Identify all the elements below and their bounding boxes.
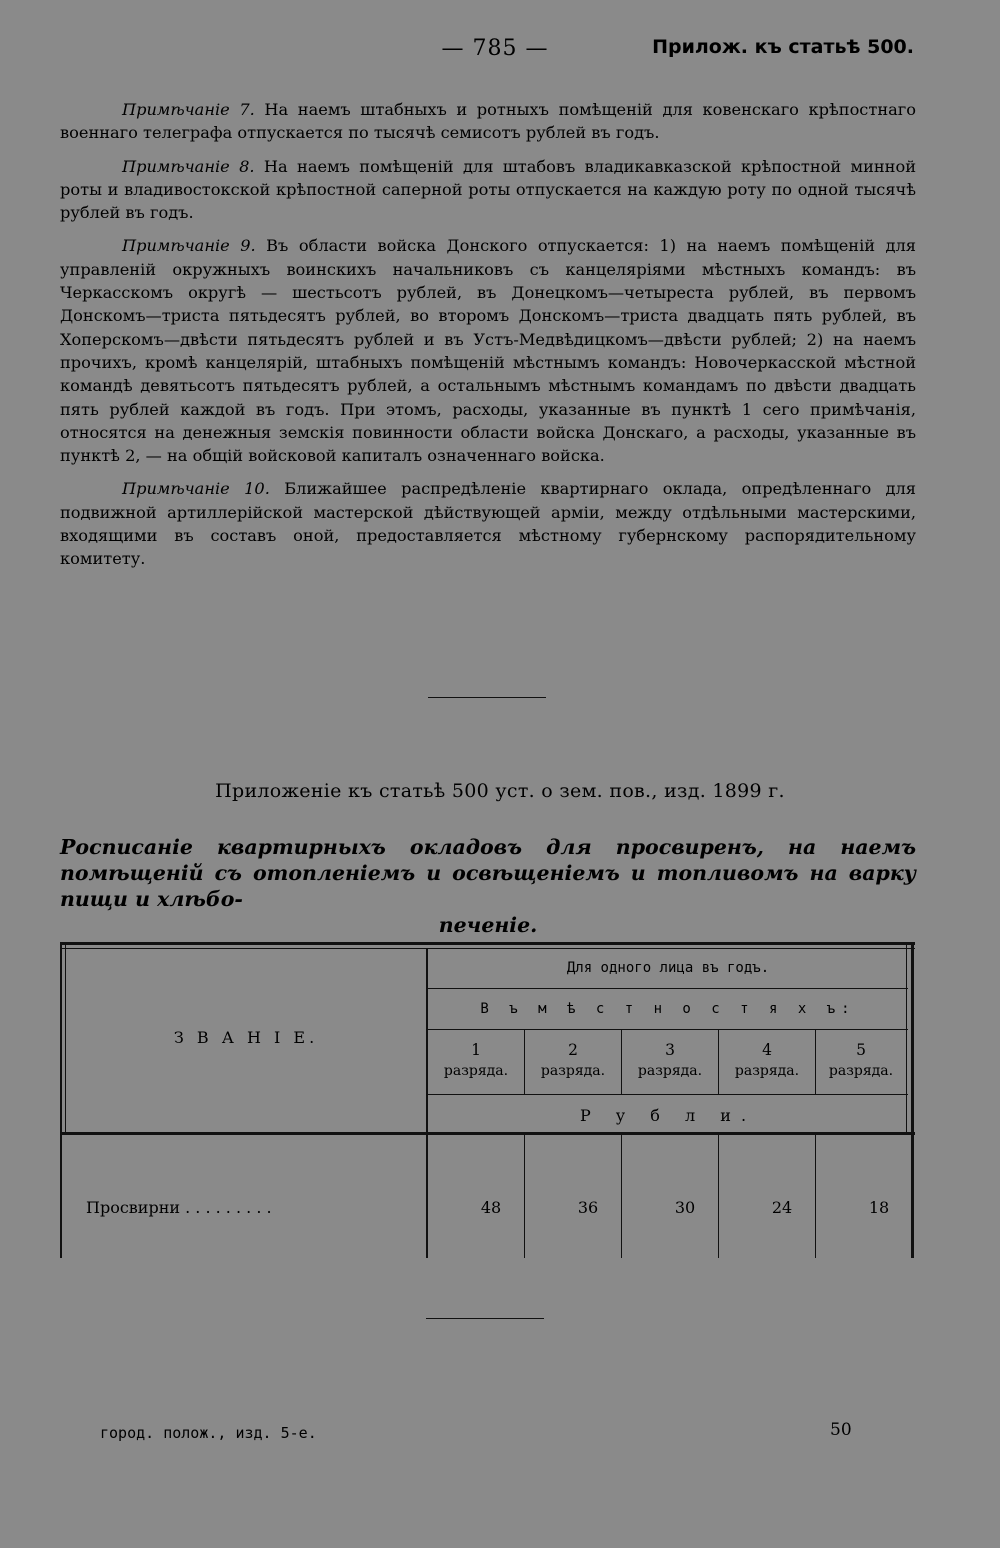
bottom-divider	[426, 1318, 544, 1319]
category-label: разряда.	[637, 1063, 703, 1079]
category-header-1	[428, 1040, 524, 1081]
category-number: 4	[762, 1041, 772, 1059]
rank-column-divider	[426, 948, 428, 1258]
per-person-header: Для одного лица въ годъ.	[566, 960, 770, 976]
category-divider	[815, 1135, 816, 1258]
category-label: разряда.	[734, 1063, 800, 1079]
table-row-label: Просвирни . . . . . . . . .	[86, 1198, 272, 1217]
note-text: Въ области войска Донского отпускается: 1) на наемъ помѣщеній для управленій окружныхъ воинскихъ начальниковъ съ канцеляріями мѣстныхъ командъ: въ Черкасскомъ округѣ — шестьсотъ рублей, въ Донецкомъ—четыреста рублей, въ первомъ Донскомъ—триста пятьдесятъ рублей, во второмъ Донскомъ—триста двадцать пять рублей, въ Хоперскомъ—двѣсти пятьдесятъ рублей и въ Устъ-Медвѣдицкомъ—двѣсти рублей; 2) на наемъ прочихъ, кромѣ канцелярій, штабныхъ помѣщеній мѣстнымъ командъ: Новочеркасской мѣстной командѣ девятьсотъ пятьдесятъ рублей, а остальнымъ мѣстнымъ командамъ по двѣсти двадцать пять рублей каждой въ годъ. При этомъ, расходы, указанные въ пунктѣ 1 сего примѣчанія, относятся на денежныя земскія повинности области войска Донскаго, а расходы, указанные въ пунктѣ 2, — на общій войсковой капиталъ означеннаго войска.	[60, 236, 916, 466]
table-cell-value: 18	[868, 1198, 890, 1217]
category-label: разряда.	[443, 1063, 509, 1079]
note-label: Примѣчаніе 10.	[122, 479, 270, 499]
footer-left: город. полож., изд. 5-е.	[100, 1424, 317, 1442]
category-header-2	[525, 1040, 621, 1081]
category-header-4	[719, 1040, 815, 1081]
schedule-title-main: Росписаніе квартирныхъ окладовъ для просвиренъ, на наемъ помѣщеній съ отопленіемъ и освѣщеніемъ и топливомъ на варку пищи и хлѣбо-	[60, 835, 916, 911]
page-number: — 785 —	[441, 36, 549, 61]
footer-page-number: 50	[830, 1420, 852, 1440]
category-number: 2	[568, 1041, 578, 1059]
note-label: Примѣчаніе 7.	[122, 100, 255, 119]
note-text: На наемъ помѣщеній для штабовъ владикавказской крѣпостной минной роты и владивостокской крѣпостной саперной роты отпускается на каждую роту по одной тысячѣ рублей въ годъ.	[60, 156, 916, 223]
table-border-top	[60, 942, 915, 945]
note-text: Ближайшее распредѣленіе квартирнаго оклада, опредѣленнаго для подвижной артиллерійской мастерской дѣйствующей арміи, между отдѣльными мастерскими, входящими въ составъ оной, предоставляется мѣстному губернскому распорядительному комитету.	[60, 479, 917, 569]
schedule-title-tail: печеніе.	[438, 913, 538, 937]
category-number: 1	[471, 1041, 481, 1059]
category-number: 3	[665, 1041, 675, 1059]
header-line-1	[428, 988, 908, 989]
schedule-title	[60, 834, 916, 938]
note-label: Примѣчаніе 9.	[122, 236, 256, 256]
table-cell-value: 30	[674, 1198, 696, 1217]
section-divider	[428, 697, 546, 698]
header-line-2	[428, 1029, 908, 1030]
category-divider	[621, 1135, 622, 1258]
rates-table	[60, 942, 915, 1258]
header-line-3	[428, 1094, 908, 1095]
table-border-left	[60, 942, 62, 1258]
header-bottom	[60, 1132, 915, 1135]
category-label: разряда.	[828, 1063, 894, 1079]
category-header-3	[622, 1040, 718, 1081]
running-title: Прилож. къ статьѣ 500.	[652, 36, 914, 58]
category-divider	[718, 1135, 719, 1258]
category-divider	[524, 1135, 525, 1258]
table-cell-value: 36	[577, 1198, 599, 1217]
note-8	[60, 155, 916, 225]
note-label: Примѣчаніе 8.	[122, 156, 255, 176]
category-label: разряда.	[540, 1063, 606, 1079]
category-number: 5	[856, 1041, 866, 1059]
localities-header: В ъ м ѣ с т н о с т я х ъ:	[480, 1001, 856, 1017]
rank-header: З В А Н І Е.	[173, 1028, 319, 1047]
note-7	[60, 98, 916, 145]
unit-header: Р у б л и.	[579, 1106, 757, 1125]
table-cell-value: 24	[771, 1198, 793, 1217]
table-cell-value: 48	[480, 1198, 502, 1217]
note-text: На наемъ штабныхъ и ротныхъ помѣщеній для ковенскаго крѣпостнаго военнаго телеграфа отпускается по тысячѣ семисотъ рублей въ годъ.	[60, 100, 916, 143]
note-10	[60, 477, 916, 570]
table-border-top-inner	[60, 948, 915, 949]
category-header-5	[816, 1040, 906, 1081]
note-9	[60, 234, 916, 467]
appendix-title: Приложеніе къ статьѣ 500 уст. о зем. пов., изд. 1899 г.	[215, 780, 785, 802]
notes-section	[60, 98, 916, 581]
